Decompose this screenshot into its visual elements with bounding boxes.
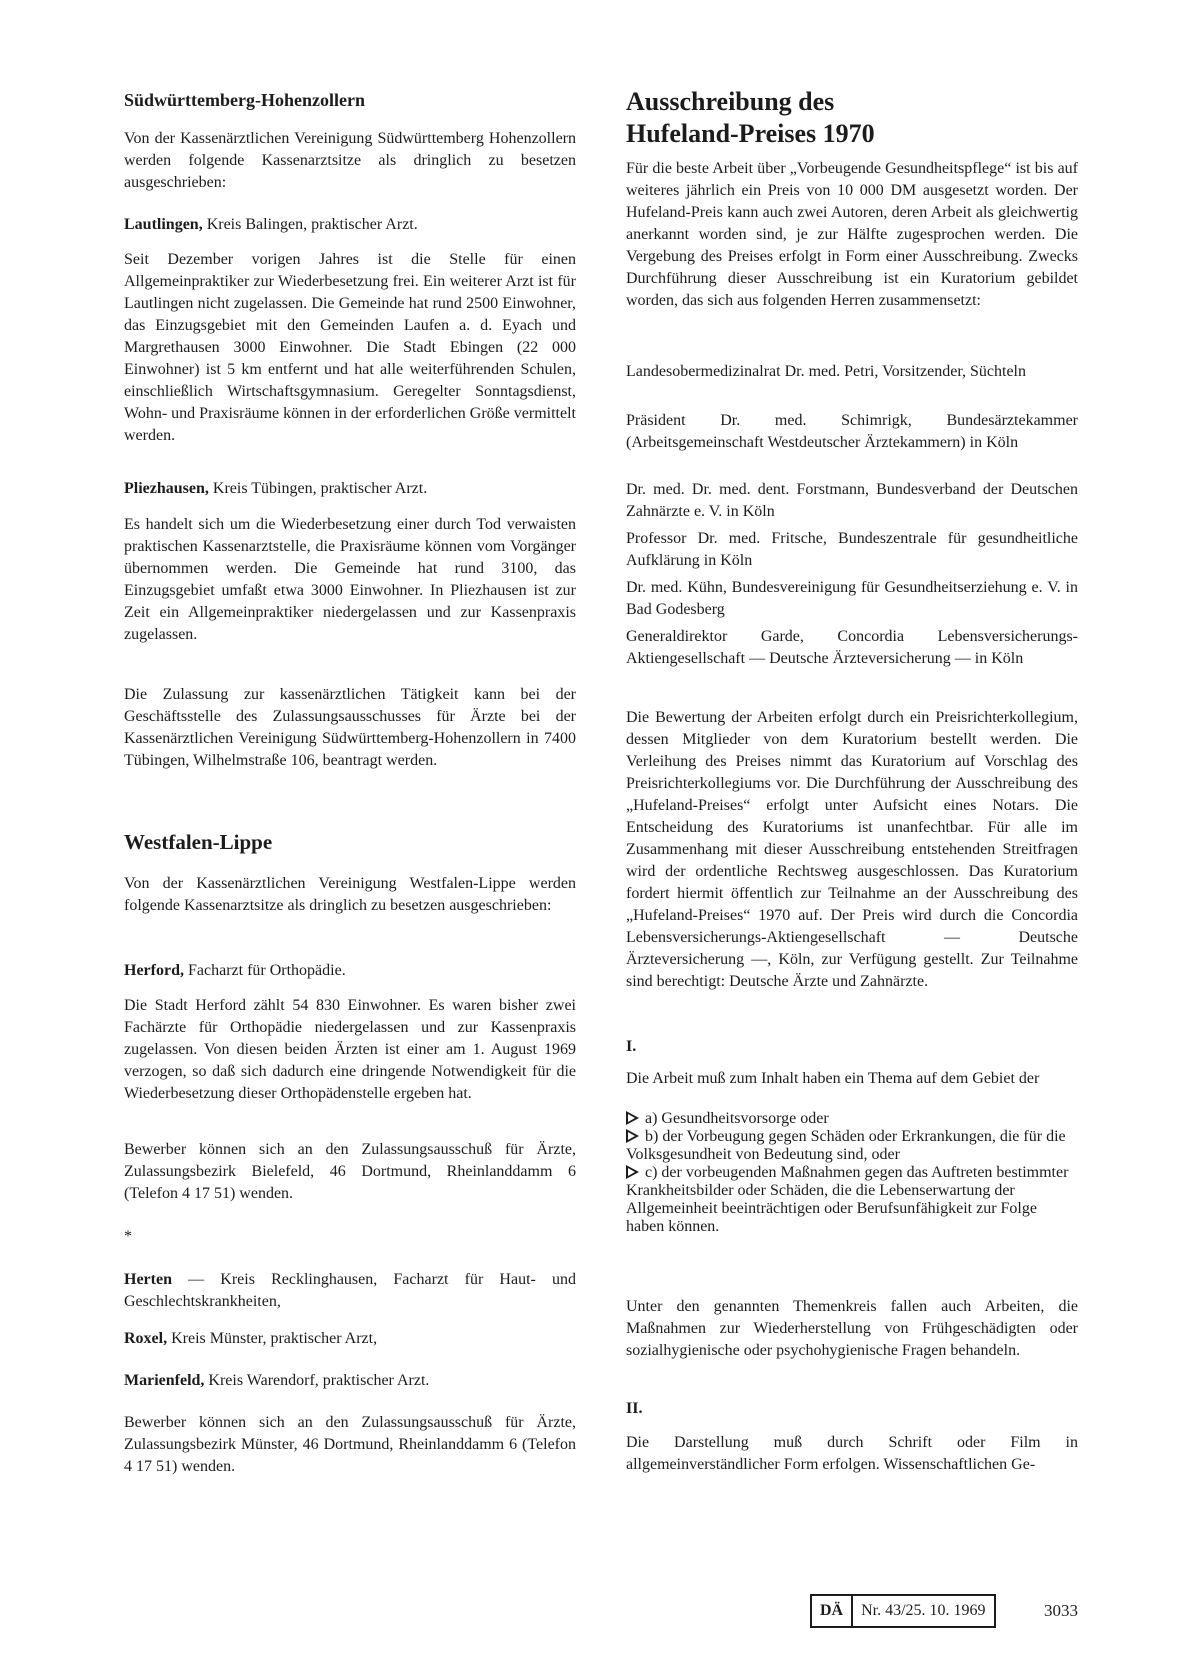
theme-option-b [626,1128,1078,1164]
listing-herten [124,1269,576,1313]
paragraph-apply-muenster: Bewerber können sich an den Zulassungsausschuß für Ärzte, Zulassungsbezirk Münster, 46 Dortmund, Rheinlanddamm 6 (Telefon 4 17 51) wenden. [124,1414,576,1475]
paragraph-herford: Die Stadt Herford zählt 54 830 Einwohner. Es waren bisher zwei Fachärzte für Orthopädie niedergelassen und zur Kassenpraxis zugelassen. Von diesen beiden Ärzten ist einer am 1. August 1969 verzogen, so daß sich dadurch eine dringende Notwendigkeit für die Wiederbesetzung dieser Orthopädenstelle ergeben hat. [124,997,576,1102]
issue-date: Nr. 43/25. 10. 1969 [853,1594,995,1628]
paragraph-apply-bielefeld: Bewerber können sich an den Zulassungsausschuß für Ärzte, Zulassungsbezirk Bielefeld, 46 Dortmund, Rheinlanddamm 6 (Telefon 4 17 51) wenden. [124,1141,576,1202]
paragraph-theme-intro: Die Arbeit muß zum Inhalt haben ein Thema auf dem Gebiet der [626,1070,1040,1087]
paragraph-theme-extra: Unter den genannten Themenkreis fallen auch Arbeiten, die Maßnahmen zur Wiederherstellung von Frühgeschädigten oder sozialhygienische oder psychohygienische Fragen behandeln. [626,1298,1078,1359]
separator-star: * [124,1228,132,1245]
paragraph-pliezhausen: Es handelt sich um die Wiederbesetzung einer durch Tod verwaisten praktischen Kassenarztstelle, die Praxisräume können vom Vorgänger übernommen werden. Die Gemeinde hat rund 3100, das Einzugsgebiet umfaßt etwa 3000 Einwohner. In Pliezhausen ist zur Zeit ein Allgemeinpraktiker niedergelassen und zur Kassenpraxis zugelassen. [124,516,576,643]
listing-pliezhausen [124,478,576,500]
listing-detail: Kreis Tübingen, praktischer Arzt. [208,480,428,497]
section-number-ii: II. [626,1400,643,1417]
paragraph-intro-westfalen: Von der Kassenärztlichen Vereinigung Westfalen-Lippe werden folgende Kassenarztsitze als dringlich zu besetzen ausgeschrieben: [124,875,576,914]
theme-option-text: a) Gesundheitsvorsorge oder [645,1110,829,1127]
triangle-bullet-icon [626,1129,639,1143]
listing-marienfeld [124,1370,576,1392]
kuratorium-member: Landesobermedizinalrat Dr. med. Petri, Vorsitzender, Süchteln [626,363,1026,380]
listing-detail: — Kreis Recklinghausen, Facharzt für Haut- und Geschlechtskrankheiten, [124,1271,576,1310]
place-name: Herten [124,1271,172,1288]
place-name: Lautlingen, [124,216,203,233]
place-name: Herford, [124,962,184,979]
kuratorium-member: Dr. med. Kühn, Bundesvereinigung für Gesundheitserziehung e. V. in Bad Godesberg [626,579,1078,618]
paragraph-evaluation: Die Bewertung der Arbeiten erfolgt durch ein Preisrichterkollegium, dessen Mitglieder von dem Kuratorium bestellt werden. Die Verleihung des Preises nimmt das Kuratorium auf Vorschlag des Preisrichterkollegiums vor. Die Durchführung der Ausschreibung des „Hufeland-Preises“ erfolgt unter Aufsicht eines Notars. Die Entscheidung des Kuratoriums ist unanfechtbar. Für alle im Zusammenhang mit dieser Ausschreibung entstehenden Streitfragen wird der ordentliche Rechtsweg ausgeschlossen. Das Kuratorium fordert hiermit öffentlich zur Teilnahme an der Ausschreibung des „Hufeland-Preises“ 1970 auf. Der Preis wird durch die Concordia Lebensversicherungs-Aktiengesellschaft — Deutsche Ärzteversicherung —, Köln, zur Verfügung gestellt. Zur Teilnahme sind berechtigt: Deutsche Ärzte und Zahnärzte. [626,709,1078,990]
place-name: Roxel, [124,1330,168,1347]
journal-abbreviation: DÄ [810,1594,853,1628]
kuratorium-member: Generaldirektor Garde, Concordia Lebensversicherungs-Aktiengesellschaft — Deutsche Ärzteversicherung — in Köln [626,628,1078,667]
journal-footer-box [810,1594,996,1628]
theme-option-c [626,1164,1078,1236]
paragraph-closing-suedwuerttemberg: Die Zulassung zur kassenärztlichen Tätigkeit kann bei der Geschäftsstelle des Zulassungsausschusses für Ärzte bei der Kassenärztlichen Vereinigung Südwürttemberg-Hohenzollern in 7400 Tübingen, Wilhelmstraße 106, beantragt werden. [124,686,576,769]
paragraph-lautlingen: Seit Dezember vorigen Jahres ist die Stelle für einen Allgemeinpraktiker zur Wiederbesetzung frei. Ein weiterer Arzt ist für Lautlingen nicht zugelassen. Die Gemeinde hat rund 2500 Einwohner, das Einzugsgebiet mit den Gemeinden Laufen a. d. Eyach und Margrethausen 3000 Einwohner. Die Stadt Ebingen (22 000 Einwohner) ist 5 km entfernt und hat alle weiterführenden Schulen, einschließlich Wirtschaftsgymnasium. Geregelter Sonntagsdienst, Wohn- und Praxisräume können in der erforderlichen Größe vermittelt werden. [124,251,576,444]
article-title-line-2: Hufeland-Preises 1970 [626,119,875,148]
kuratorium-member: Präsident Dr. med. Schimrigk, Bundesärztekammer (Arbeitsgemeinschaft Westdeutscher Ärztekammern) in Köln [626,412,1078,451]
listing-detail: Kreis Warendorf, praktischer Arzt. [204,1372,430,1389]
paragraph-presentation: Die Darstellung muß durch Schrift oder Film in allgemeinverständlicher Form erfolgen. Wissenschaftlichen Ge- [626,1434,1078,1473]
kuratorium-member: Dr. med. Dr. med. dent. Forstmann, Bundesverband der Deutschen Zahnärzte e. V. in Köln [626,481,1078,520]
listing-lautlingen [124,214,576,236]
theme-option-a [626,1110,1078,1128]
section-heading-westfalen-lippe: Westfalen-Lippe [124,830,273,854]
triangle-bullet-icon [626,1165,639,1179]
theme-option-text: c) der vorbeugenden Maßnahmen gegen das Auftreten bestimmter Krankheitsbilder oder Schäden, die die Lebenserwartung der Allgemeinheit beeinträchtigen oder Berufsunfähigkeit zur Folge haben können. [626,1164,1069,1235]
listing-herford [124,960,576,982]
article-title-line-1: Ausschreibung des [626,87,835,116]
section-heading-suedwuerttemberg: Südwürttemberg-Hohenzollern [124,90,365,110]
place-name: Pliezhausen, [124,480,209,497]
paragraph-intro-suedwuerttemberg: Von der Kassenärztlichen Vereinigung Südwürttemberg Hohenzollern werden folgende Kassenarztsitze als dringlich zu besetzen ausgeschrieben: [124,130,576,191]
page-number: 3033 [1044,1601,1078,1620]
listing-roxel [124,1328,576,1350]
listing-detail: Kreis Balingen, praktischer Arzt. [202,216,418,233]
paragraph-intro-hufeland: Für die beste Arbeit über „Vorbeugende Gesundheitspflege“ ist bis auf weiteres jährlich ein Preis von 10 000 DM ausgesetzt worden. Der Hufeland-Preis kann auch zwei Autoren, deren Arbeit als gleichwertig anerkannt worden sind, je zur Hälfte zugesprochen werden. Die Vergebung des Preises erfolgt in Form einer Ausschreibung. Zwecks Durchführung dieser Ausschreibung ist ein Kuratorium gebildet worden, das sich aus folgenden Herren zusammensetzt: [626,160,1078,309]
article-title [626,86,1078,150]
theme-option-text: b) der Vorbeugung gegen Schäden oder Erkrankungen, die für die Volksgesundheit von Bedeutung sind, oder [626,1128,1066,1163]
listing-detail: Kreis Münster, praktischer Arzt, [167,1330,378,1347]
triangle-bullet-icon [626,1111,639,1125]
theme-option-list [626,1110,1078,1236]
listing-detail: Facharzt für Orthopädie. [183,962,346,979]
section-number-i: I. [626,1038,637,1055]
place-name: Marienfeld, [124,1372,205,1389]
kuratorium-member: Professor Dr. med. Fritsche, Bundeszentrale für gesundheitliche Aufklärung in Köln [626,530,1078,569]
